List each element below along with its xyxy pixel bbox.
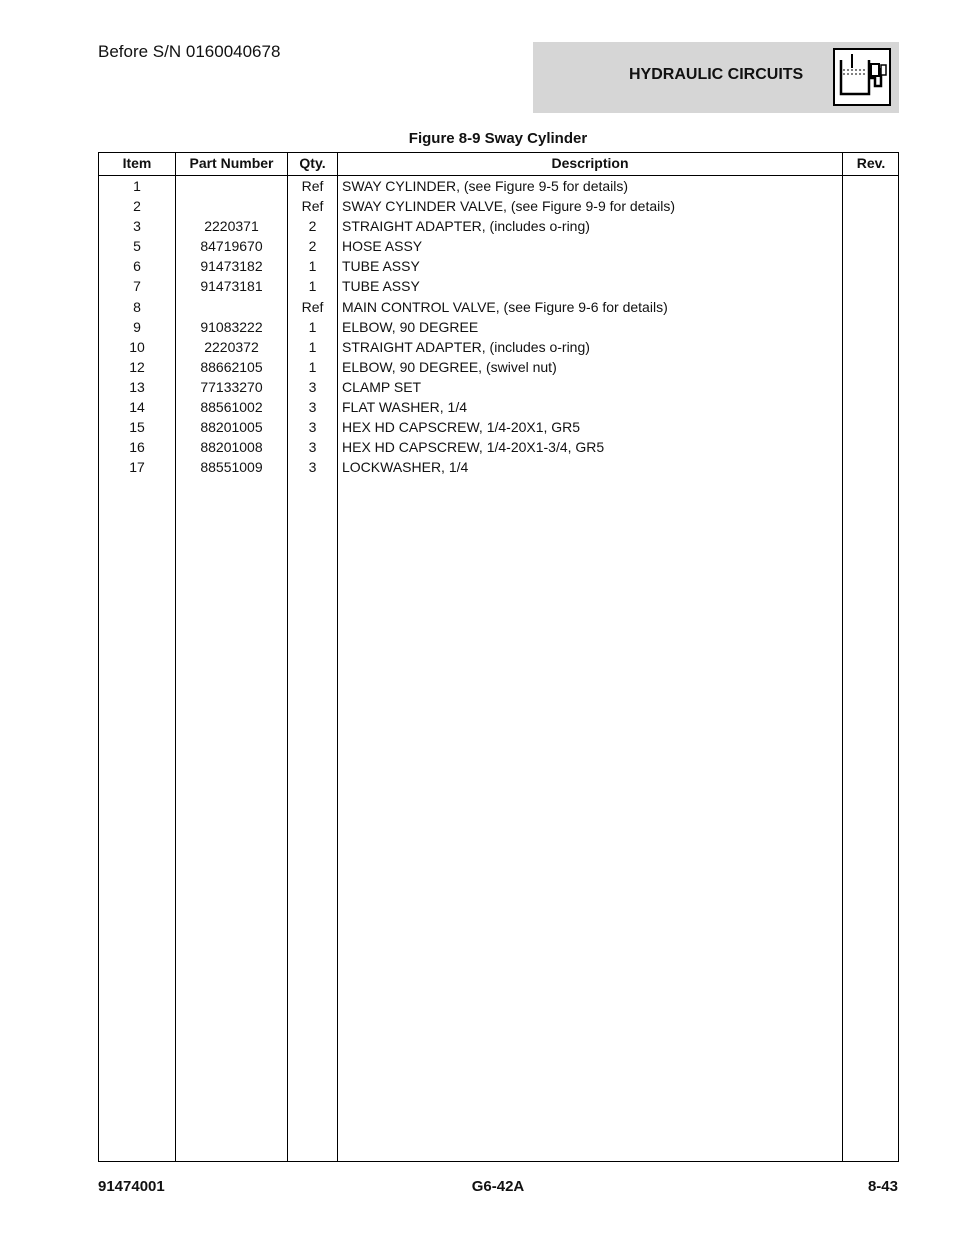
cell-part-number: 2220371 — [204, 218, 259, 235]
cell-item: 13 — [129, 378, 145, 395]
cell-qty: 3 — [308, 439, 317, 456]
cell-part-number: 91473182 — [200, 258, 263, 275]
parts-table — [98, 152, 899, 1162]
table-row — [99, 297, 898, 317]
cell-qty: 3 — [308, 459, 317, 476]
table-row — [99, 417, 898, 437]
cell-item: 14 — [129, 399, 145, 416]
cell-description: TUBE ASSY — [342, 278, 420, 295]
section-title: HYDRAULIC CIRCUITS — [629, 66, 804, 83]
cell-item: 12 — [129, 358, 145, 375]
section-header — [533, 42, 899, 113]
cell-part-number: 88201008 — [200, 439, 263, 456]
cell-description: ELBOW, 90 DEGREE — [342, 318, 479, 335]
cell-qty: Ref — [301, 298, 324, 315]
model-number: G6-42A — [471, 1178, 525, 1195]
cell-description: HEX HD CAPSCREW, 1/4-20X1-3/4, GR5 — [342, 439, 605, 456]
cell-qty: 1 — [308, 358, 317, 375]
column-header-item: Item — [122, 155, 152, 171]
cell-description: CLAMP SET — [342, 378, 422, 395]
parts-table-body — [99, 176, 898, 477]
figure-title: Figure 8-9 Sway Cylinder — [408, 130, 588, 147]
table-row — [99, 397, 898, 417]
cell-item: 10 — [129, 338, 145, 355]
cell-item: 1 — [133, 178, 141, 194]
page-number: 8-43 — [867, 1178, 898, 1195]
cell-qty: 1 — [308, 258, 317, 275]
cell-description: FLAT WASHER, 1/4 — [342, 399, 467, 416]
cell-description: HOSE ASSY — [342, 238, 423, 255]
cell-item: 17 — [129, 459, 145, 476]
table-row — [99, 276, 898, 296]
table-row — [99, 216, 898, 236]
column-header-description: Description — [551, 155, 629, 171]
cell-qty: Ref — [301, 198, 324, 215]
cell-description: HEX HD CAPSCREW, 1/4-20X1, GR5 — [342, 419, 581, 436]
table-row — [99, 377, 898, 397]
cell-description: LOCKWASHER, 1/4 — [342, 459, 469, 476]
cell-description: ELBOW, 90 DEGREE, (swivel nut) — [342, 358, 557, 375]
cell-part-number: 84719670 — [200, 238, 263, 255]
column-header-qty: Qty. — [299, 155, 326, 171]
cell-item: 3 — [133, 218, 141, 235]
cell-qty: 3 — [308, 399, 317, 416]
table-row — [99, 457, 898, 477]
cell-item: 5 — [133, 238, 141, 255]
cell-description: SWAY CYLINDER VALVE, (see Figure 9-9 for details) — [342, 198, 676, 215]
cell-item: 7 — [133, 278, 141, 295]
cell-description: TUBE ASSY — [342, 258, 420, 275]
cell-qty: 1 — [308, 318, 317, 335]
cell-part-number: 2220372 — [204, 338, 259, 355]
cell-part-number: 88561002 — [200, 399, 263, 416]
cell-qty: 3 — [308, 378, 317, 395]
cell-part-number: 91473181 — [200, 278, 263, 295]
table-row — [99, 256, 898, 276]
cell-item: 2 — [133, 198, 141, 215]
cell-qty: 2 — [308, 238, 317, 255]
column-header-rev: Rev. — [856, 155, 886, 171]
cell-qty: 2 — [308, 218, 317, 235]
cell-description: STRAIGHT ADAPTER, (includes o-ring) — [342, 218, 590, 235]
cell-item: 9 — [133, 318, 141, 335]
cell-part-number: 88551009 — [200, 459, 263, 476]
table-row — [99, 236, 898, 256]
cell-part-number: 88201005 — [200, 419, 263, 436]
cell-qty: Ref — [301, 178, 324, 194]
document-number: 91474001 — [98, 1178, 165, 1195]
cell-part-number: 77133270 — [200, 378, 263, 395]
serial-note: Before S/N 0160040678 — [98, 42, 281, 61]
cell-part-number: 91083222 — [200, 318, 263, 335]
cell-item: 6 — [133, 258, 141, 275]
cell-qty: 1 — [308, 278, 317, 295]
column-header-part-number: Part Number — [189, 155, 274, 171]
cell-qty: 1 — [308, 338, 317, 355]
table-row — [99, 317, 898, 337]
table-row — [99, 196, 898, 216]
cell-item: 8 — [133, 298, 141, 315]
table-row — [99, 337, 898, 357]
table-row — [99, 176, 898, 196]
cell-description: STRAIGHT ADAPTER, (includes o-ring) — [342, 338, 590, 355]
cell-qty: 3 — [308, 419, 317, 436]
hydraulic-reservoir-icon — [833, 48, 891, 106]
cell-description: MAIN CONTROL VALVE, (see Figure 9-6 for details) — [342, 298, 668, 315]
cell-part-number: 88662105 — [200, 358, 263, 375]
table-row — [99, 437, 898, 457]
cell-description: SWAY CYLINDER, (see Figure 9-5 for details) — [342, 178, 629, 194]
cell-item: 16 — [129, 439, 145, 456]
table-row — [99, 357, 898, 377]
cell-item: 15 — [129, 419, 145, 436]
